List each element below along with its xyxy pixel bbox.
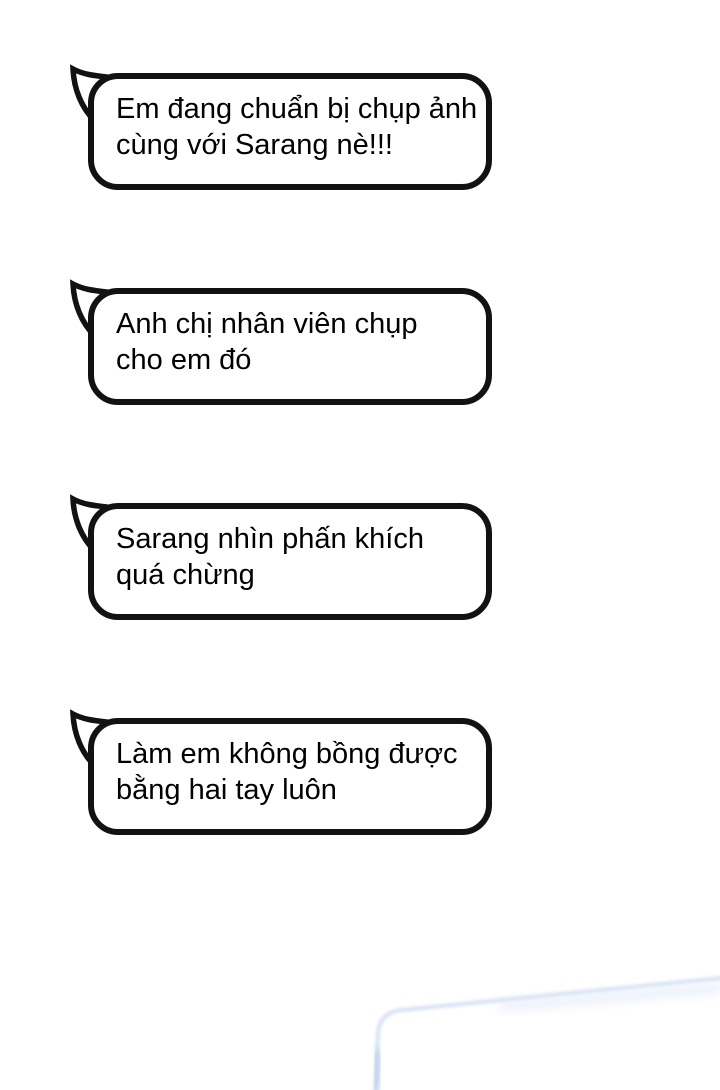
bubble-text-line: bằng hai tay luôn <box>116 774 337 806</box>
faint-panel-left-edge <box>376 1050 379 1090</box>
bubble-text-line: Em đang chuẩn bị chụp ảnh <box>116 93 478 125</box>
speech-bubble <box>88 73 492 190</box>
speech-bubble-text <box>94 724 486 808</box>
speech-bubble <box>88 718 492 835</box>
faint-panel-haze <box>500 988 720 1007</box>
speech-bubble-body <box>88 503 492 620</box>
speech-bubble-body <box>88 73 492 190</box>
bubble-text-line: quá chừng <box>116 559 255 591</box>
speech-bubble-text <box>94 79 486 163</box>
speech-bubble <box>88 288 492 405</box>
bubble-text-line: cùng với Sarang nè!!! <box>116 129 393 161</box>
speech-bubble-text <box>94 509 486 593</box>
bubble-text-line: Anh chị nhân viên chụp <box>116 308 418 340</box>
faint-panel-corner-line <box>375 978 720 1090</box>
speech-bubble <box>88 503 492 620</box>
speech-bubble-body <box>88 718 492 835</box>
bubble-text-line: Làm em không bồng được <box>116 738 458 770</box>
speech-bubble-text <box>94 294 486 378</box>
bubble-text-line: Sarang nhìn phấn khích <box>116 523 424 555</box>
bubble-text-line: cho em đó <box>116 344 252 376</box>
speech-bubble-body <box>88 288 492 405</box>
